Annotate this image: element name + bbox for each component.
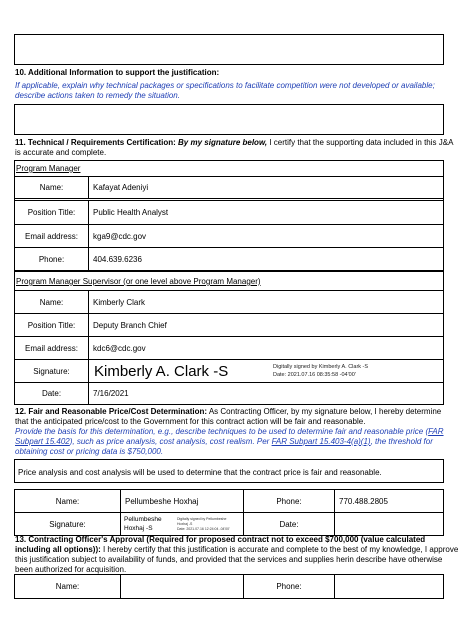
s13-name-value: [120, 574, 244, 599]
sup-digital-signature-line2: Date: 2021.07.16 08:35:58 -04'00': [273, 372, 356, 378]
sup-name-value: Kimberly Clark: [88, 290, 444, 314]
pm-name-value: Kafayat Adeniyi: [88, 176, 444, 199]
pm-phone-label: Phone:: [14, 247, 89, 271]
co-phone-value: 770.488.2805: [334, 489, 444, 513]
supervisor-header: Program Manager Supervisor (or one level above Program Manager): [16, 277, 261, 286]
section11-heading: 11. Technical / Requirements Certification: By my signature below, I certify that the supporting data included in this J&A is accurate and complete.: [15, 138, 453, 157]
section10-text-box: [14, 104, 444, 135]
sup-email-value: kdc6@cdc.gov: [88, 336, 444, 360]
co-digital-signature-line2: Hoxhaj -S: [177, 522, 193, 526]
sup-email-label: Email address:: [14, 336, 89, 360]
co-signature-label: Signature:: [14, 512, 121, 536]
program-manager-header: Program Manager: [16, 164, 81, 173]
sup-signature-text: Kimberly A. Clark -S: [94, 363, 229, 380]
co-signature-name1: Pellumbeshe: [124, 516, 162, 523]
sup-position-value: Deputy Branch Chief: [88, 313, 444, 337]
s13-phone-value: [334, 574, 444, 599]
section12-instructions: Provide the basis for this determination, e.g., describe techniques to be used to determine fair and reasonable price (FAR Subpart 15.402), such as price analysis, cost analysis, cost realism. Per FAR Subpart 15.403-4(a)(1), the threshold for obtaining cost or pricing data is $750,000.: [15, 427, 444, 456]
far-15-403-link[interactable]: FAR Subpart 15.403-4(a)(1): [271, 437, 371, 446]
co-date-label: Date:: [243, 512, 335, 536]
pm-email-value: kga9@cdc.gov: [88, 224, 444, 248]
sup-digital-signature-line1: Digitally signed by Kimberly A. Clark -S: [273, 364, 369, 370]
section10-instructions: If applicable, explain why technical packages or specifications to facilitate competition were not developed or available; describe actions taken to remedy the situation.: [15, 81, 435, 100]
co-digital-signature-line3: Date: 2021.07.16 12:24:04 -04'00': [177, 527, 230, 531]
section13-heading: 13. Contracting Officer's Approval (Required for proposed contract not to exceed $700,000 (value calculated including all options)): I hereby certify that this justification is accurate and complete to the best of my knowledge, I approve this justification subject to availability of funds, and provided that the services and supplies herin describe have otherwise been authorized for acquisition.: [15, 535, 459, 574]
section9-text-box: [14, 34, 444, 65]
sup-date-value: 7/16/2021: [88, 382, 444, 405]
sup-date-label: Date:: [14, 382, 89, 405]
sup-signature-cell[interactable]: [88, 359, 444, 383]
co-phone-label: Phone:: [243, 489, 335, 513]
section10-heading: 10. Additional Information to support the justification:: [15, 68, 220, 77]
far-15-402-link[interactable]: FAR Subpart 15.402: [15, 427, 444, 446]
section12-basis-text: Price analysis and cost analysis will be used to determine that the contract price is fair and reasonable.: [18, 468, 382, 477]
section12-heading: 12. Fair and Reasonable Price/Cost Determination: As Contracting Officer, by my signature below, I hereby determine that the anticipated price/cost to the Government for this contract action will be fair and reasonable.: [15, 407, 442, 426]
co-date-value: [334, 512, 444, 536]
co-digital-signature-line1: Digitally signed by Pellumbeshe: [177, 517, 227, 521]
s13-name-label: Name:: [14, 574, 121, 599]
s13-phone-label: Phone:: [243, 574, 335, 599]
pm-phone-value: 404.639.6236: [88, 247, 444, 271]
sup-position-label: Position Title:: [14, 313, 89, 337]
co-signature-cell[interactable]: [120, 512, 244, 536]
sup-name-label: Name:: [14, 290, 89, 314]
sup-signature-label: Signature:: [14, 359, 89, 383]
co-signature-name2: Hoxhaj -S: [124, 525, 153, 532]
co-name-label: Name:: [14, 489, 121, 513]
section12-text-box: [14, 459, 444, 483]
pm-name-label: Name:: [14, 176, 89, 199]
pm-position-label: Position Title:: [14, 200, 89, 225]
pm-position-value: Public Health Analyst: [88, 200, 444, 225]
co-name-value: Pellumbeshe Hoxhaj: [120, 489, 244, 513]
pm-email-label: Email address:: [14, 224, 89, 248]
